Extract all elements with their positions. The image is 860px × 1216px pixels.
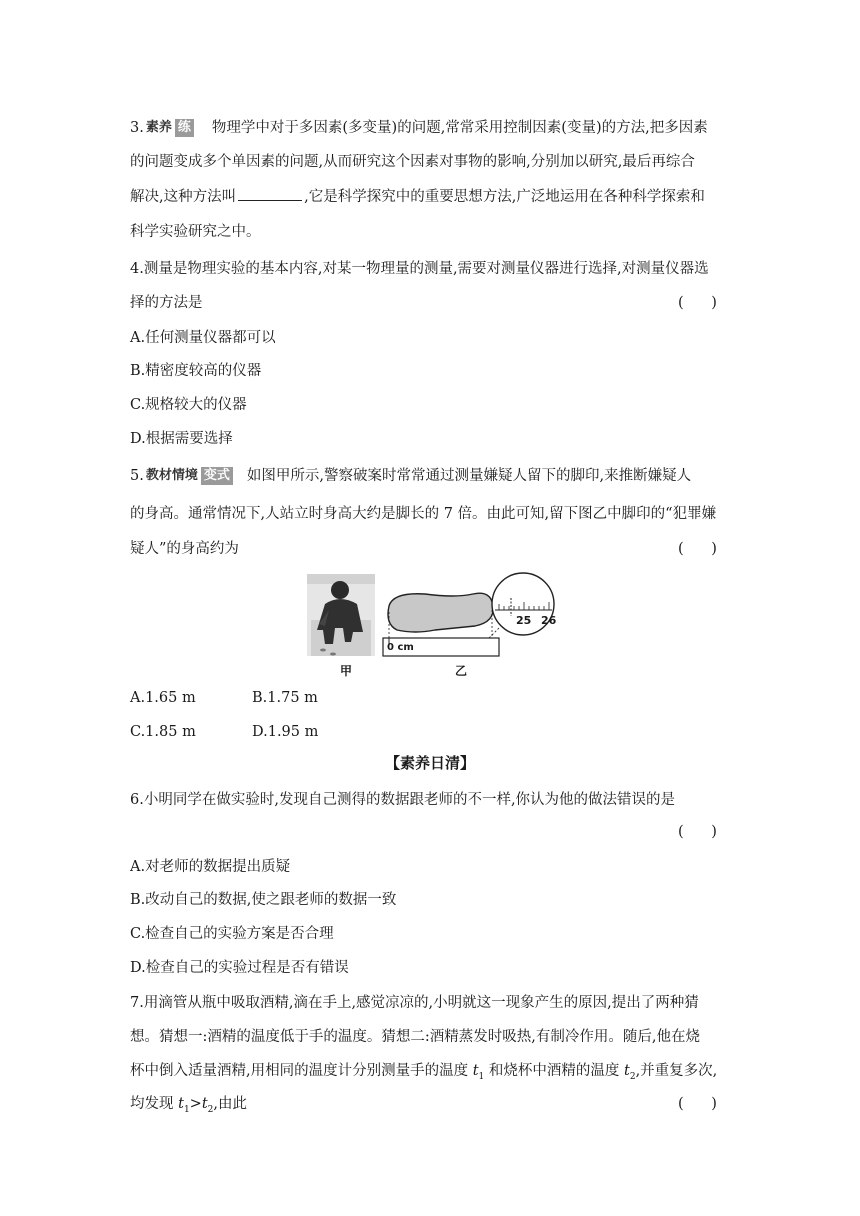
- ruler-zero-label: 0 cm: [387, 642, 414, 653]
- q4-option-c: C.规格较大的仪器: [130, 397, 247, 413]
- q7-t2: t: [624, 1063, 630, 1079]
- q7-t1: t: [472, 1063, 479, 1079]
- q4-option-a: A.任何测量仪器都可以: [130, 330, 276, 346]
- q5-answer-paren[interactable]: ( ): [678, 541, 717, 557]
- q6-option-a: A.对老师的数据提出质疑: [130, 859, 291, 875]
- q5-number: 5.: [130, 468, 144, 484]
- q6-option-b: B.改动自己的数据,使之跟老师的数据一致: [130, 892, 397, 908]
- q3-text-3a: 解决,这种方法叫: [130, 189, 237, 205]
- q6-option-c: C.检查自己的实验方案是否合理: [130, 926, 334, 942]
- q4-option-b: B.精密度较高的仪器: [130, 363, 262, 379]
- q5-option-b: B.1.75 m: [252, 690, 318, 706]
- q7-answer-paren[interactable]: ( ): [678, 1096, 717, 1112]
- q7-text-4b: >: [189, 1096, 202, 1112]
- magnifier: [489, 573, 557, 638]
- q7-text-3b: 和烧杯中酒精的温度: [484, 1063, 624, 1079]
- q6-line-1: 6.小明同学在做实验时,发现自己测得的数据跟老师的不一样,你认为他的做法错误的是: [130, 792, 676, 808]
- q5-tag-bianshi: 变式: [201, 467, 233, 485]
- q4-line-1: 4.测量是物理实验的基本内容,对某一物理量的测量,需要对测量仪器进行选择,对测量仪器选: [130, 261, 709, 277]
- q7-text-3c: ,并重复多次,: [635, 1063, 718, 1079]
- q3-line-3: [130, 186, 705, 207]
- q5-tag-jiaocai: 教材情境: [145, 468, 198, 483]
- figure-label-yi: 乙: [455, 664, 468, 678]
- q3-tag-suyang: 素养: [145, 120, 172, 135]
- q7-line-1: 7.用滴管从瓶中吸取酒精,滴在手上,感觉凉凉的,小明就这一现象产生的原因,提出了两种猜: [130, 995, 699, 1011]
- q5-option-d: D.1.95 m: [252, 724, 319, 740]
- q5-line-3: 疑人”的身高约为: [130, 541, 239, 557]
- q6-answer-paren[interactable]: ( ): [678, 824, 717, 840]
- q5-option-a: A.1.65 m: [130, 690, 196, 706]
- q3-text-3b: ,它是科学探究中的重要思想方法,广泛地运用在各种科学探索和: [304, 189, 705, 205]
- q7-t2-sub: 2: [629, 1071, 636, 1082]
- q5-line-2: 的身高。通常情况下,人站立时身高大约是脚长的 7 倍。由此可知,留下图乙中脚印的“犯罪嫌: [130, 506, 717, 522]
- q7-t2-again-sub: 2: [207, 1104, 214, 1115]
- q7-t2-again: t: [201, 1096, 208, 1112]
- tick-label-26: 26: [541, 614, 557, 627]
- q3-number: 3.: [130, 120, 144, 136]
- q4-answer-paren[interactable]: ( ): [678, 295, 717, 311]
- q7-text-3a: 杯中倒入适量酒精,用相同的温度计分别测量手的温度: [130, 1063, 473, 1079]
- q3-line-1: [130, 118, 708, 138]
- q4-line-2: 择的方法是: [130, 295, 203, 311]
- q3-line-4: 科学实验研究之中。: [130, 224, 261, 240]
- q7-t1-sub: 1: [478, 1071, 485, 1082]
- q7-line-4: [130, 1094, 247, 1120]
- q7-text-4c: ,由此: [213, 1096, 247, 1112]
- q6-option-d: D.检查自己的实验过程是否有错误: [130, 960, 349, 976]
- q5-line-1: [130, 466, 691, 486]
- q5-text-1: 如图甲所示,警察破案时常常通过测量嫌疑人留下的脚印,来推断嫌疑人: [246, 468, 692, 484]
- tick-label-25: 25: [516, 614, 532, 627]
- q7-line-2: 想。猜想一:酒精的温度低于手的温度。猜想二:酒精蒸发时吸热,有制冷作用。随后,他在烧: [130, 1029, 700, 1045]
- q3-tag-lian: 练: [175, 119, 194, 137]
- q5-figure: [305, 570, 565, 680]
- q3-text-1: 物理学中对于多因素(多变量)的问题,常常采用控制因素(变量)的方法,把多因素: [211, 120, 708, 136]
- footprint-shape: [388, 593, 493, 638]
- figure-label-jia: 甲: [340, 664, 353, 678]
- q7-text-4a: 均发现: [130, 1096, 179, 1112]
- q7-line-3: [130, 1061, 717, 1087]
- crouching-police-figure: [307, 574, 375, 656]
- section-title: 【素养日清】: [384, 754, 475, 772]
- q4-option-d: D.根据需要选择: [130, 431, 233, 447]
- q3-answer-blank[interactable]: [238, 186, 302, 201]
- q5-option-c: C.1.85 m: [130, 724, 196, 740]
- q7-t1-again: t: [178, 1096, 184, 1112]
- q3-line-2: 的问题变成多个单因素的问题,从而研究这个因素对事物的影响,分别加以研究,最后再综合: [130, 154, 695, 170]
- q7-t1-again-sub: 1: [183, 1104, 190, 1115]
